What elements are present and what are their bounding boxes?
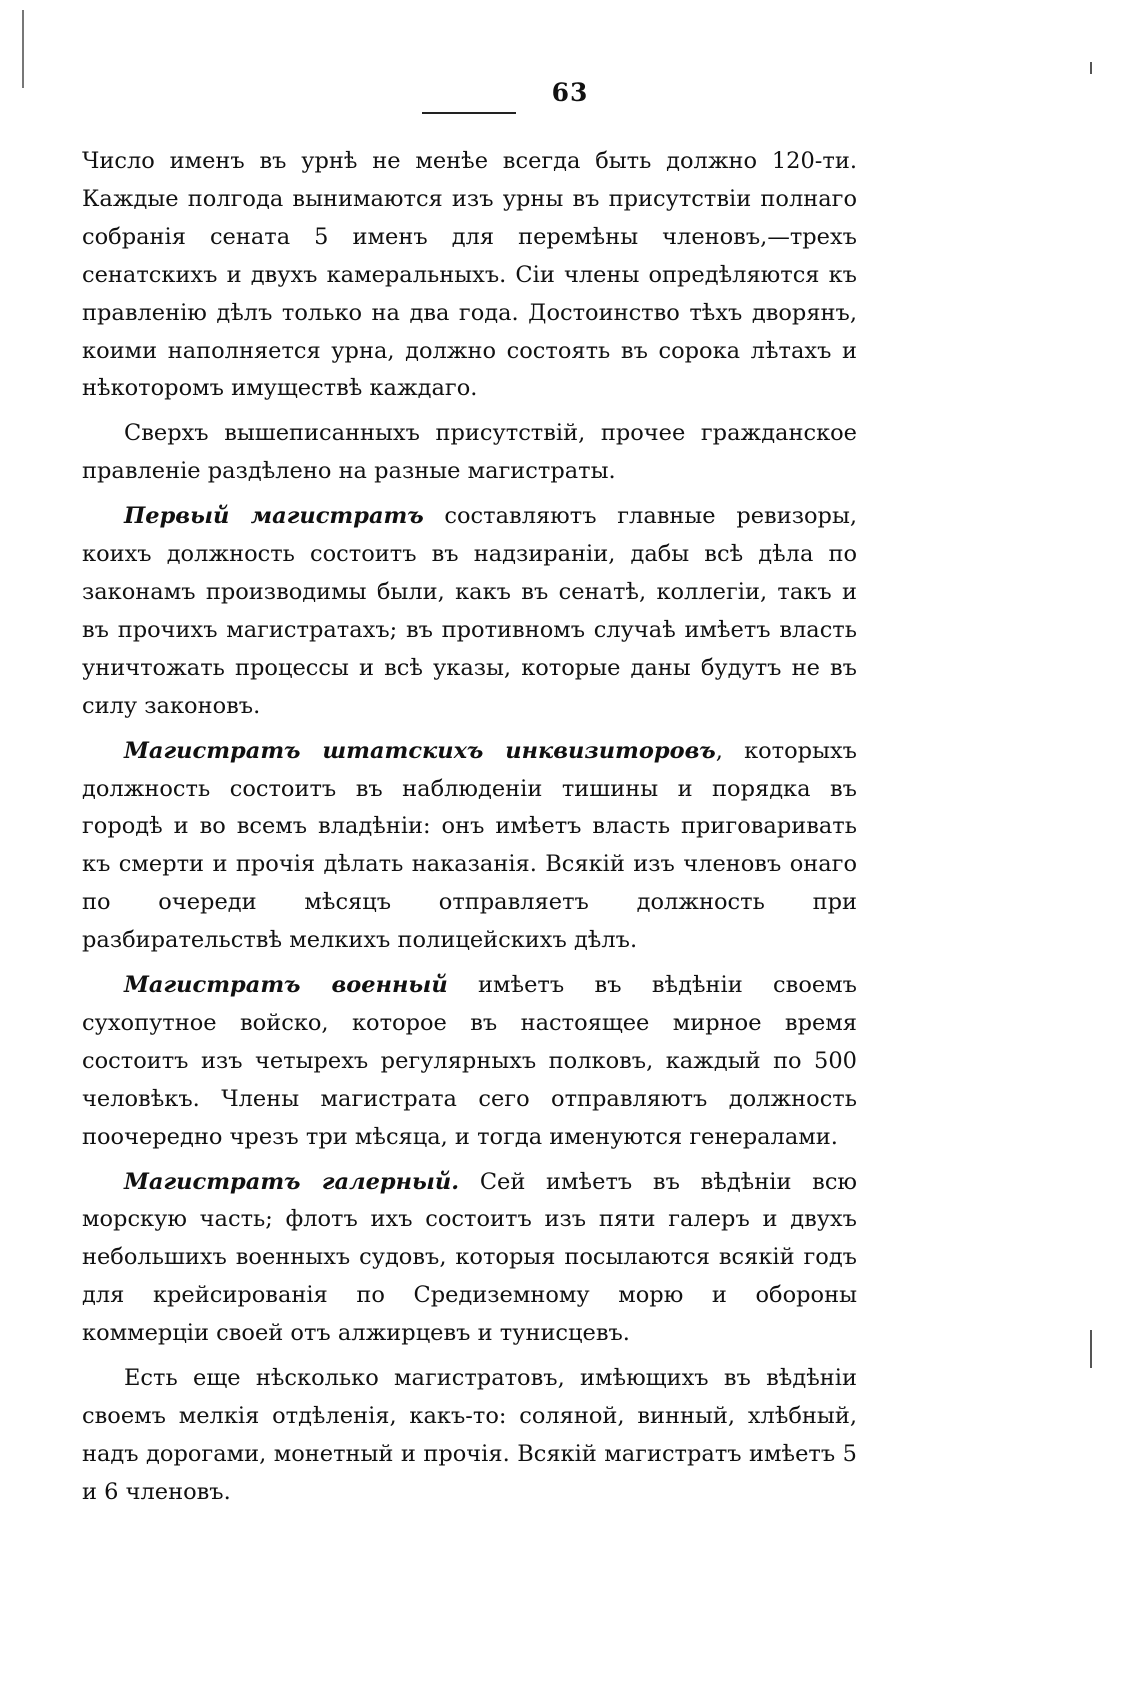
paragraph-5-emphasis: Магистратъ военный — [124, 972, 448, 999]
paragraph-3-emphasis: Первый магистратъ — [124, 503, 424, 530]
paragraph-4 — [82, 733, 857, 960]
page-number: 63 — [551, 78, 589, 107]
scan-edge-line — [22, 10, 24, 88]
margin-mark-1 — [1090, 62, 1092, 74]
page-body — [82, 143, 857, 1519]
paragraph-2 — [82, 415, 857, 491]
paragraph-3 — [82, 498, 857, 725]
paragraph-4-emphasis: Магистратъ штатскихъ инквизиторовъ — [124, 737, 716, 764]
paragraph-2-text: Сверхъ вышеписанныхъ присутствій, прочее гражданское правленіе раздѣлено на разные магистраты. — [82, 420, 857, 485]
paragraph-5 — [82, 967, 857, 1157]
paragraph-5-text: имѣетъ въ вѣдѣніи своемъ сухопутное войско, которое въ настоящее мирное время состоитъ изъ четырехъ регулярныхъ полковъ, каждый по 500 человѣкъ. Члены магистрата сего отправляютъ должность поочередно чрезъ три мѣсяца, и тогда именуются генералами. — [82, 972, 858, 1150]
paragraph-1-text: Число именъ въ урнѣ не менѣе всегда быть должно 120-ти. Каждые полгода вынимаются изъ урны въ присутствіи полнаго собранія сената 5 именъ для перемѣны членовъ,—трехъ сенатскихъ и двухъ камеральныхъ. Сіи члены опредѣляются къ правленію дѣлъ только на два года. Достоинство тѣхъ дворянъ, коими наполняется урна, должно состоять въ сорока лѣтахъ и нѣкоторомъ имуществѣ каждаго. — [82, 148, 857, 402]
paragraph-6-text: Сей имѣетъ въ вѣдѣніи всю морскую часть; флотъ ихъ состоитъ изъ пяти галеръ и двухъ небольшихъ военныхъ судовъ, которыя посылаются всякій годъ для крейсированія по Средиземному морю и обороны коммерціи своей отъ алжирцевъ и тунисцевъ. — [82, 1168, 858, 1347]
paragraph-6 — [82, 1164, 857, 1354]
paragraph-6-emphasis: Магистратъ галерный. — [124, 1168, 460, 1195]
paragraph-7 — [82, 1360, 857, 1512]
page-number-rule — [422, 112, 516, 114]
paragraph-4-text: , которыхъ должность состоитъ въ наблюденіи тишины и порядка въ городѣ и во всемъ владѣніи: онъ имѣетъ власть приговаривать къ смерти и прочія дѣлать наказанія. Всякій изъ членовъ онаго по очереди мѣсяцъ отправляетъ должность при разбирательствѣ мелкихъ полицейскихъ дѣлъ. — [82, 737, 857, 954]
paragraph-7-text: Есть еще нѣсколько магистратовъ, имѣющихъ въ вѣдѣніи своемъ мелкія отдѣленія, какъ-то: соляной, винный, хлѣбный, надъ дорогами, монетный и прочія. Всякій магистратъ имѣетъ 5 и 6 членовъ. — [82, 1365, 857, 1505]
margin-mark-2 — [1090, 1330, 1092, 1368]
paragraph-1 — [82, 143, 857, 408]
paragraph-3-text: составляютъ главные ревизоры, коихъ должность состоитъ въ надзираніи, дабы всѣ дѣла по законамъ производимы были, какъ въ сенатѣ, коллегіи, такъ и въ прочихъ магистратахъ; въ противномъ случаѣ имѣетъ власть уничтожать процессы и всѣ указы, которые даны будутъ не въ силу законовъ. — [82, 503, 857, 719]
